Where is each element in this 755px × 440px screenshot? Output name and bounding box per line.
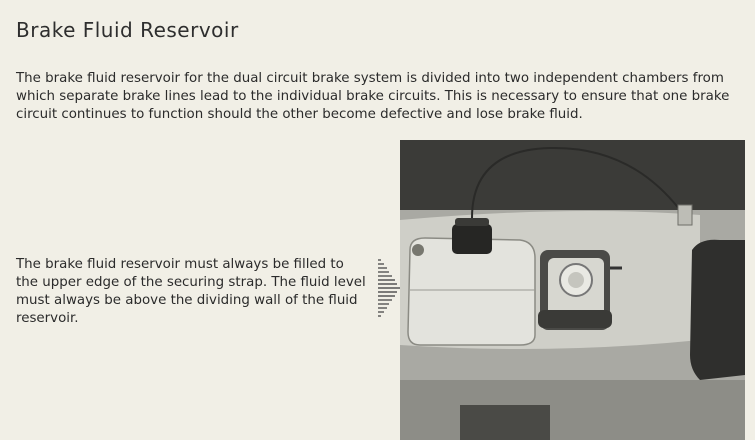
page-title: Brake Fluid Reservoir	[16, 18, 239, 42]
brake-reservoir-photo	[400, 140, 745, 440]
instruction-paragraph: The brake fluid reservoir must always be filled to the upper edge of the securing strap. The fluid level must always be above the dividing wall of the fluid reservoir.	[16, 257, 366, 326]
intro-paragraph: The brake fluid reservoir for the dual circuit brake system is divided into two independent chambers from which separate brake lines lead to the individual brake circuits. This is necessary to ensure that one brake circuit continues to function should the other become defective and lose brake fluid.	[16, 71, 730, 122]
pointer-arrow-icon	[378, 258, 400, 320]
